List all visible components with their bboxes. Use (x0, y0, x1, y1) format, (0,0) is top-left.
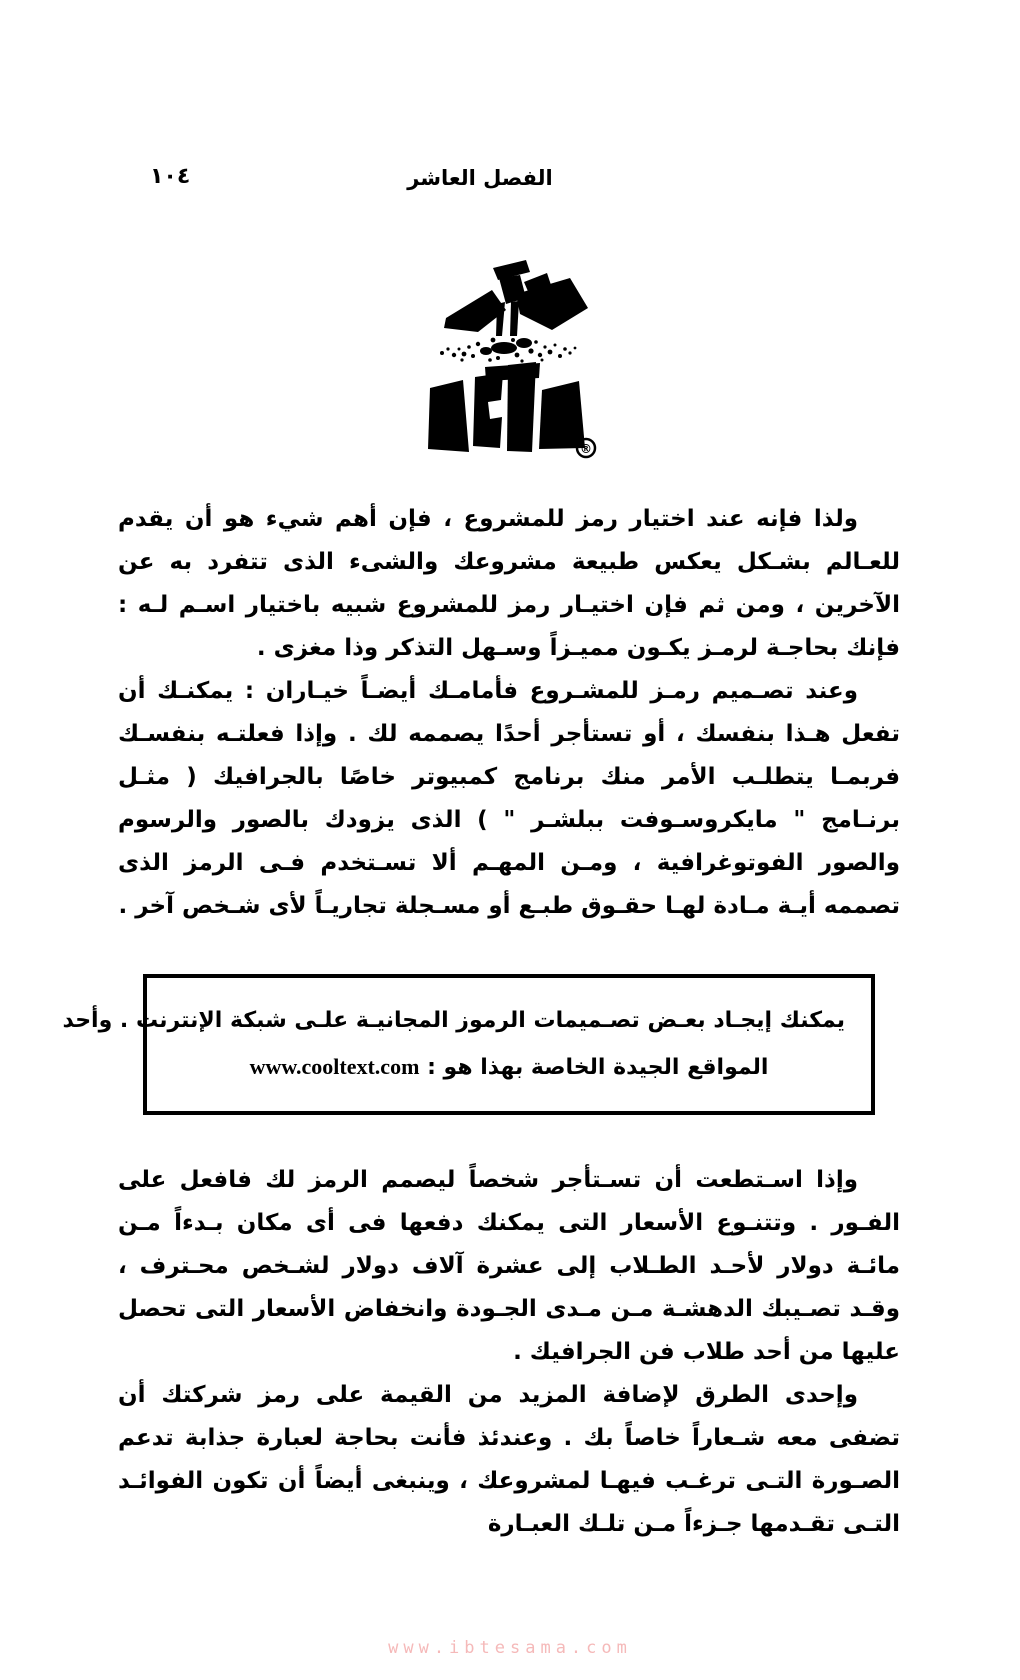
company-logo (400, 252, 612, 464)
callout-box (62, 974, 875, 1115)
callout-line-2 (173, 1044, 845, 1091)
paragraph-4: وإحدى الطرق لإضافة المزيد من القيمة على رمز شركتك أن تضفى معه شـعاراً خاصاً بك . وعندئذ فأنت بحاجة لعبارة جذابة تدعم الصـورة التـى ترغـب فيهـا لمشروعك ، وينبغى أيضاً أن تكون الفوائـد التـى تقـدمها جـزءاً مـن تلـك العبـارة (118, 1382, 900, 1537)
paragraph-2: وعند تصـميم رمـز للمشـروع فأمامـك أيضـاً خيـاران : يمكنـك أن تفعل هـذا بنفسك ، أو تستأجر أحدًا يصممه لك . وإذا فعلتـه بنفسـك فربمـا يتطلـب الأمر منك برنامج كمبيوتر خاصًا بالجرافيك ( مثـل برنـامج " مايكروسـوفت ببلشـر " ) الذى يزودك بالصور والرسوم والصور الفوتوغرافية ، ومـن المهـم ألا تسـتخدم فـى الرمز الذى تصممه أيـة مـادة لهـا حقـوق طبـع أو مسـجلة تجاريـاً لأى شـخص آخر . (118, 678, 900, 919)
speckle-band (440, 338, 576, 363)
registered-trademark-icon (577, 439, 595, 457)
page-number: ١٠٤ (150, 164, 191, 189)
cooltext-url: www.cooltext.com (249, 1054, 420, 1079)
svg-text:®: ® (580, 442, 592, 456)
body-text (62, 498, 900, 1546)
callout-line-1: يمكنك إيجـاد بعـض تصـميمات الرموز المجانيـة علـى شبكة الإنترنت . وأحد (62, 1008, 845, 1033)
callout-line-2-text: المواقع الجيدة الخاصة بهذا هو : (427, 1055, 769, 1080)
paragraph-1: ولذا فإنه عند اختيار رمز للمشروع ، فإن أهم شيء هو أن يقدم للعـالم بشـكل يعكس طبيعة مشروعك والشىء الذى تتفرد به عن الآخرين ، ومن ثم فإن اختيـار رمز للمشروع شبيه باختيار اسـم لـه : فإنك بحاجـة لرمـز يكـون مميـزاً وسـهل التذكر وذا مغزى . (118, 506, 900, 661)
paragraph-3: وإذا اسـتطعت أن تسـتأجر شخصاً ليصمم الرمز لك فافعل على الفـور . وتتنـوع الأسعار التى يمكنك دفعها فى أى مكان بـدءاً مـن مائـة دولار لأحـد الطـلاب إلى عشرة آلاف دولار لشـخص محـترف ، وقـد تصـيبك الدهشـة مـن مـدى الجـودة وانخفاض الأسعار التى تحصل عليها من أحد طلاب فن الجرافيك . (118, 1167, 900, 1365)
rider-logo-graphic (400, 252, 612, 464)
site-watermark: www.ibtesama.com (388, 1638, 632, 1658)
chapter-title: الفصل العاشر (407, 166, 553, 190)
